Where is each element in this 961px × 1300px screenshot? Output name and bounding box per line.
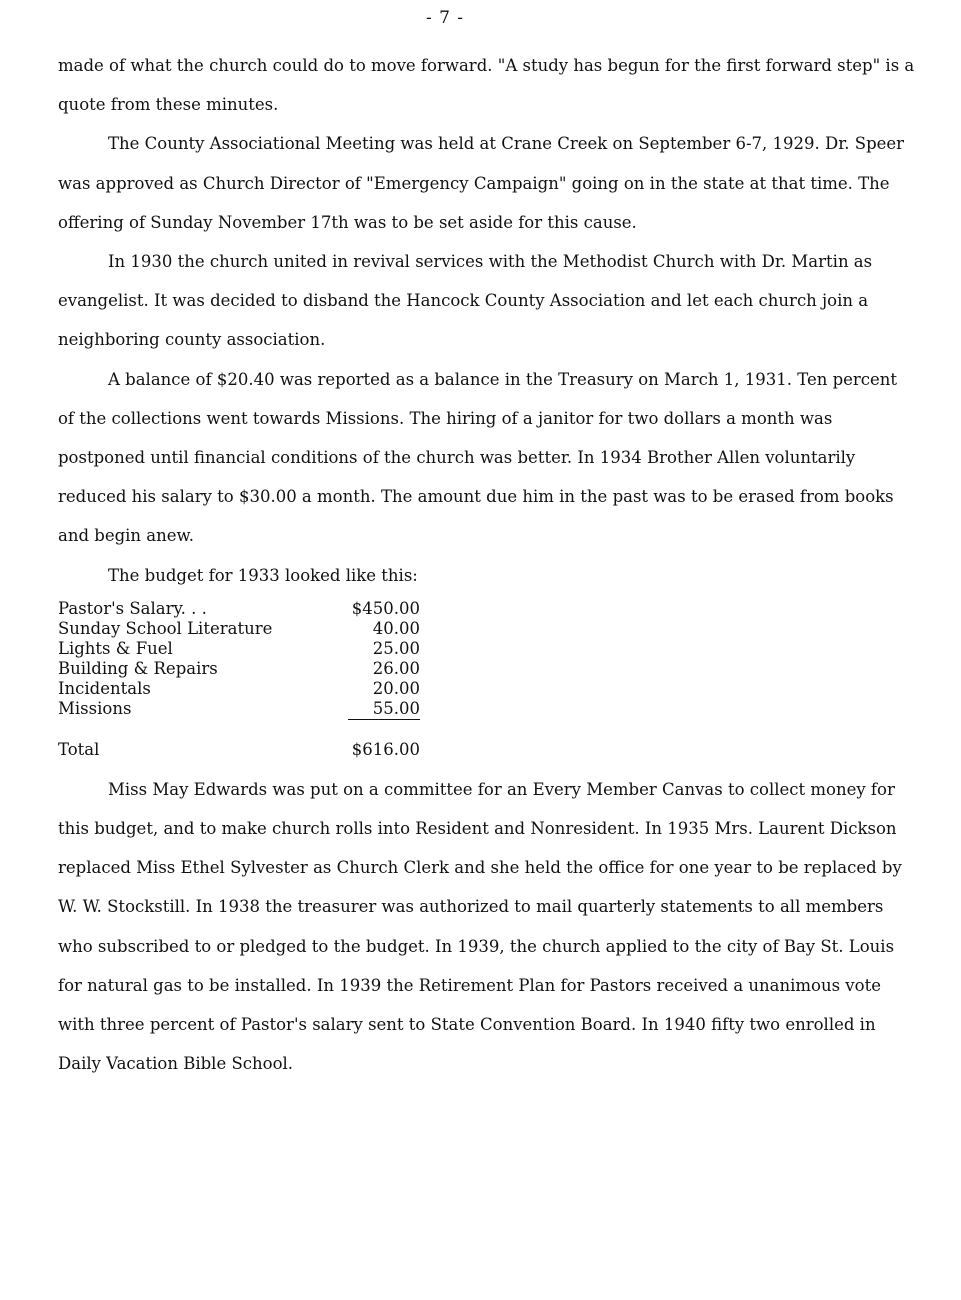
budget-item-amount: 40.00 (372, 618, 420, 638)
budget-item-label: Missions (58, 698, 132, 718)
budget-total-label: Total (58, 739, 100, 759)
budget-table (58, 599, 918, 760)
budget-total-row (58, 740, 428, 760)
budget-row (58, 639, 428, 659)
budget-item-label: Incidentals (58, 678, 151, 698)
budget-item-amount: 20.00 (372, 678, 420, 698)
paragraph: The County Associational Meeting was held at Crane Creek on September 6-7, 1929. Dr. Speer was approved as Church Director of "Emergency Campaign" going on in the state at that time. The offering of Sunday November 17th was to be set aside for this cause. (58, 134, 905, 232)
budget-row (58, 699, 428, 720)
budget-row (58, 679, 428, 699)
page-number: - 7 - (425, 8, 465, 28)
budget-total-amount: $616.00 (351, 739, 420, 759)
budget-item-amount: $450.00 (351, 598, 420, 618)
body-text (58, 46, 918, 1083)
budget-item-label: Lights & Fuel (58, 638, 173, 658)
budget-item-amount: 55.00 (348, 699, 420, 720)
paragraph: In 1930 the church united in revival services with the Methodist Church with Dr. Martin as evangelist. It was decided to disband the Hancock County Association and let each church join a neighboring county association. (58, 252, 873, 350)
budget-row (58, 659, 428, 679)
budget-item-amount: 26.00 (372, 658, 420, 678)
paragraph: made of what the church could do to move forward. "A study has begun for the first forward step" is a quote from these minutes. (58, 56, 915, 115)
budget-row (58, 599, 428, 619)
budget-item-amount: 25.00 (372, 638, 420, 658)
paragraph: Miss May Edwards was put on a committee for an Every Member Canvas to collect money for this budget, and to make church rolls into Resident and Nonresident. In 1935 Mrs. Laurent Dickson replaced Miss Ethel Sylvester as Church Clerk and she held the office for one year to be replaced by W. W. Stockstill. In 1938 the treasurer was authorized to mail quarterly statements to all members who subscribed to or pledged to the budget. In 1939, the church applied to the city of Bay St. Louis for natural gas to be installed. In 1939 the Retirement Plan for Pastors received a unanimous vote with three percent of Pastor's salary sent to State Convention Board. In 1940 fifty two enrolled in Daily Vacation Bible School. (58, 779, 902, 1074)
budget-row (58, 619, 428, 639)
paragraph: A balance of $20.40 was reported as a balance in the Treasury on March 1, 1931. Ten percent of the collections went towards Missions. The hiring of a janitor for two dollars a month was postponed until financial conditions of the church was better. In 1934 Brother Allen voluntarily reduced his salary to $30.00 a month. The amount due him in the past was to be erased from books and begin anew. (58, 369, 898, 546)
paragraph: The budget for 1933 looked like this: (108, 565, 418, 585)
budget-item-label: Building & Repairs (58, 658, 218, 678)
budget-item-label: Pastor's Salary. . . (58, 598, 207, 618)
budget-item-label: Sunday School Literature (58, 618, 273, 638)
